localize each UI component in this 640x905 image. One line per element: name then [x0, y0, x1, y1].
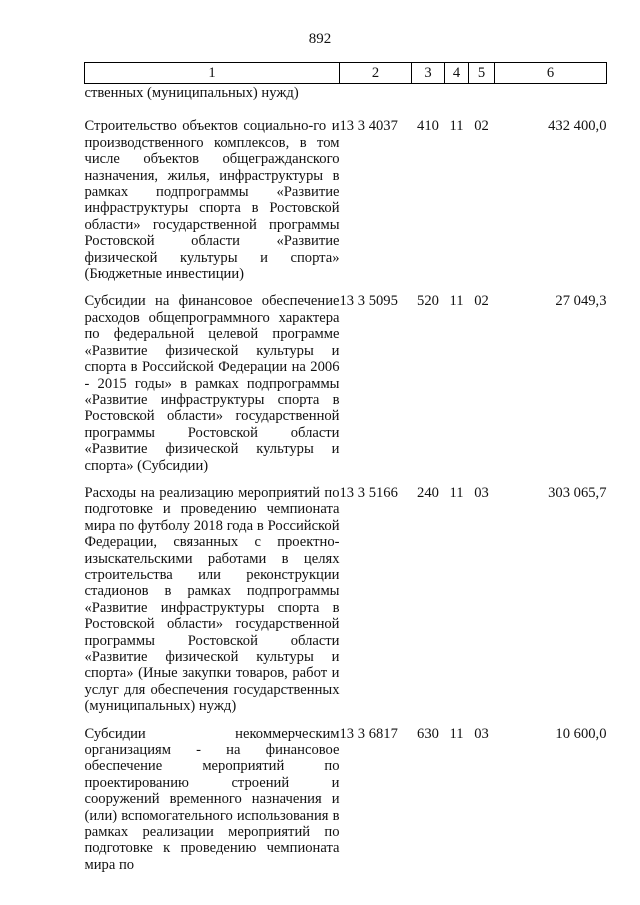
table-row	[85, 107, 607, 282]
row-amount: 27 049,3	[555, 293, 607, 310]
row-section: 11	[449, 725, 464, 742]
row-description: Субсидии на финансовое обеспечение расходов общепрограммного характера по федеральной целевой программе «Развитие физической культуры и спорта в Российской Федерации на 2006 - 2015 годы» в рамках подпрограммы «Развитие инфраструктуры спорта в Ростовской области» государственной программы Ростовской области «Развитие физической культуры и спорта» (Субсидии)	[84, 293, 340, 474]
row-section: 11	[449, 293, 464, 310]
row-expense-type: 240	[417, 484, 439, 501]
row-amount: 432 400,0	[548, 118, 607, 135]
row-target-code: 13 3 5095	[339, 293, 398, 310]
row-amount: 10 600,0	[555, 725, 607, 742]
row-target-code: 13 3 5166	[339, 484, 398, 501]
continuation-text: ственных (муниципальных) нужд)	[84, 85, 299, 101]
header-row	[85, 63, 607, 84]
column-header-1: 1	[85, 63, 340, 84]
page-number: 892	[308, 31, 332, 47]
column-header-3: 3	[412, 63, 445, 84]
table-row	[85, 715, 607, 874]
row-expense-type: 410	[417, 118, 439, 135]
row-target-code: 13 3 4037	[339, 118, 398, 135]
row-section: 11	[449, 484, 464, 501]
row-expense-type: 520	[417, 293, 439, 310]
row-subsection: 02	[474, 118, 489, 135]
row-target-code: 13 3 6817	[339, 725, 398, 742]
row-description: Расходы на реализацию мероприятий по подготовке и проведению чемпионата мира по футболу 2018 года в Российской Федерации, связанных с проектно-изыскательскими работами в целях строительства или реконструкции стадионов в рамках подпрограммы «Развитие инфраструктуры спорта в Ростовской области» государственной программы Ростовской области «Развитие физической культуры и спорта» (Иные закупки товаров, работ и услуг для обеспечения государственных (муниципальных) нужд)	[84, 484, 340, 715]
continuation-row	[85, 84, 607, 108]
column-header-5: 5	[469, 63, 495, 84]
row-expense-type: 630	[417, 725, 439, 742]
row-description: Субсидии некоммерческим организациям - на финансовое обеспечение мероприятий по проектированию строений и сооружений временного назначения и (или) вспомогательного использования в рамках реализации мероприятий по подготовке к проведению чемпионата мира по	[84, 725, 340, 873]
table-row	[85, 282, 607, 473]
row-subsection: 03	[474, 725, 489, 742]
column-header-2: 2	[340, 63, 412, 84]
row-subsection: 03	[474, 484, 489, 501]
column-header-6: 6	[495, 63, 607, 84]
row-amount: 303 065,7	[548, 484, 607, 501]
table-row	[85, 474, 607, 715]
budget-table	[84, 62, 607, 873]
column-header-4: 4	[445, 63, 469, 84]
row-subsection: 02	[474, 293, 489, 310]
row-section: 11	[449, 118, 464, 135]
row-description: Строительство объектов социально-го и производственного комплексов, в том числе объектов общегражданского назначения, жилья, инфраструктуры в рамках подпрограммы «Развитие инфраструктуры спорта в Ростовской области» государственной программы Ростовской области «Развитие физической культуры и спорта» (Бюджетные инвестиции)	[84, 118, 340, 283]
